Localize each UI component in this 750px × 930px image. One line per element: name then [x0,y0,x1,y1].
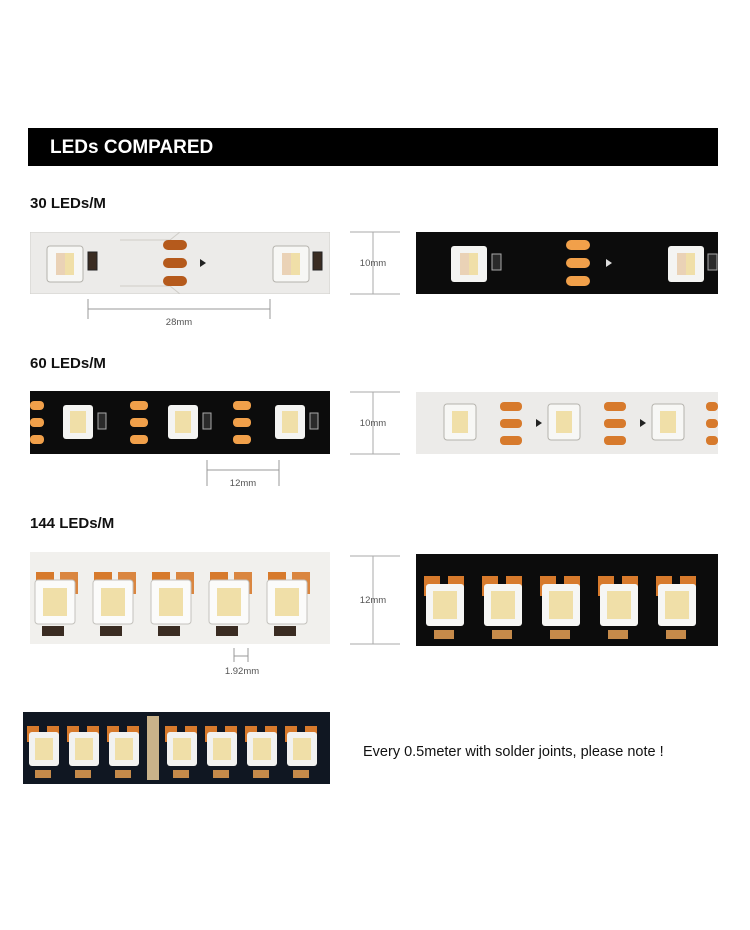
spacing-dimension-60 [205,458,285,492]
width-dimension-144 [346,554,406,646]
led-strip-60-black [30,391,330,454]
spacing-label-144: 1.92mm [224,666,260,677]
led-strip-60-white [416,392,718,454]
width-label-144: 12mm [359,595,387,606]
width-label-60: 10mm [359,418,387,429]
spacing-label-60: 12mm [229,478,257,489]
led-strip-144-black [416,554,718,646]
banner-title: LEDs COMPARED [50,137,214,158]
led-strip-solder-joint [23,712,330,784]
section-title-30: 30 LEDs/M [30,195,106,212]
led-strip-30-white [30,232,330,294]
spacing-dimension-30 [85,297,275,327]
spacing-dimension-144 [222,648,272,678]
solder-joint-note: Every 0.5meter with solder joints, please note ! [363,744,664,760]
section-title-60: 60 LEDs/M [30,355,106,372]
spacing-label-30: 28mm [165,317,193,327]
width-dimension-60 [346,390,406,456]
section-title-144: 144 LEDs/M [30,515,115,532]
width-dimension-30 [346,230,406,296]
width-label-30: 10mm [359,258,387,269]
header-banner [28,128,718,166]
led-strip-144-white [30,552,330,644]
led-strip-30-black [416,232,718,294]
